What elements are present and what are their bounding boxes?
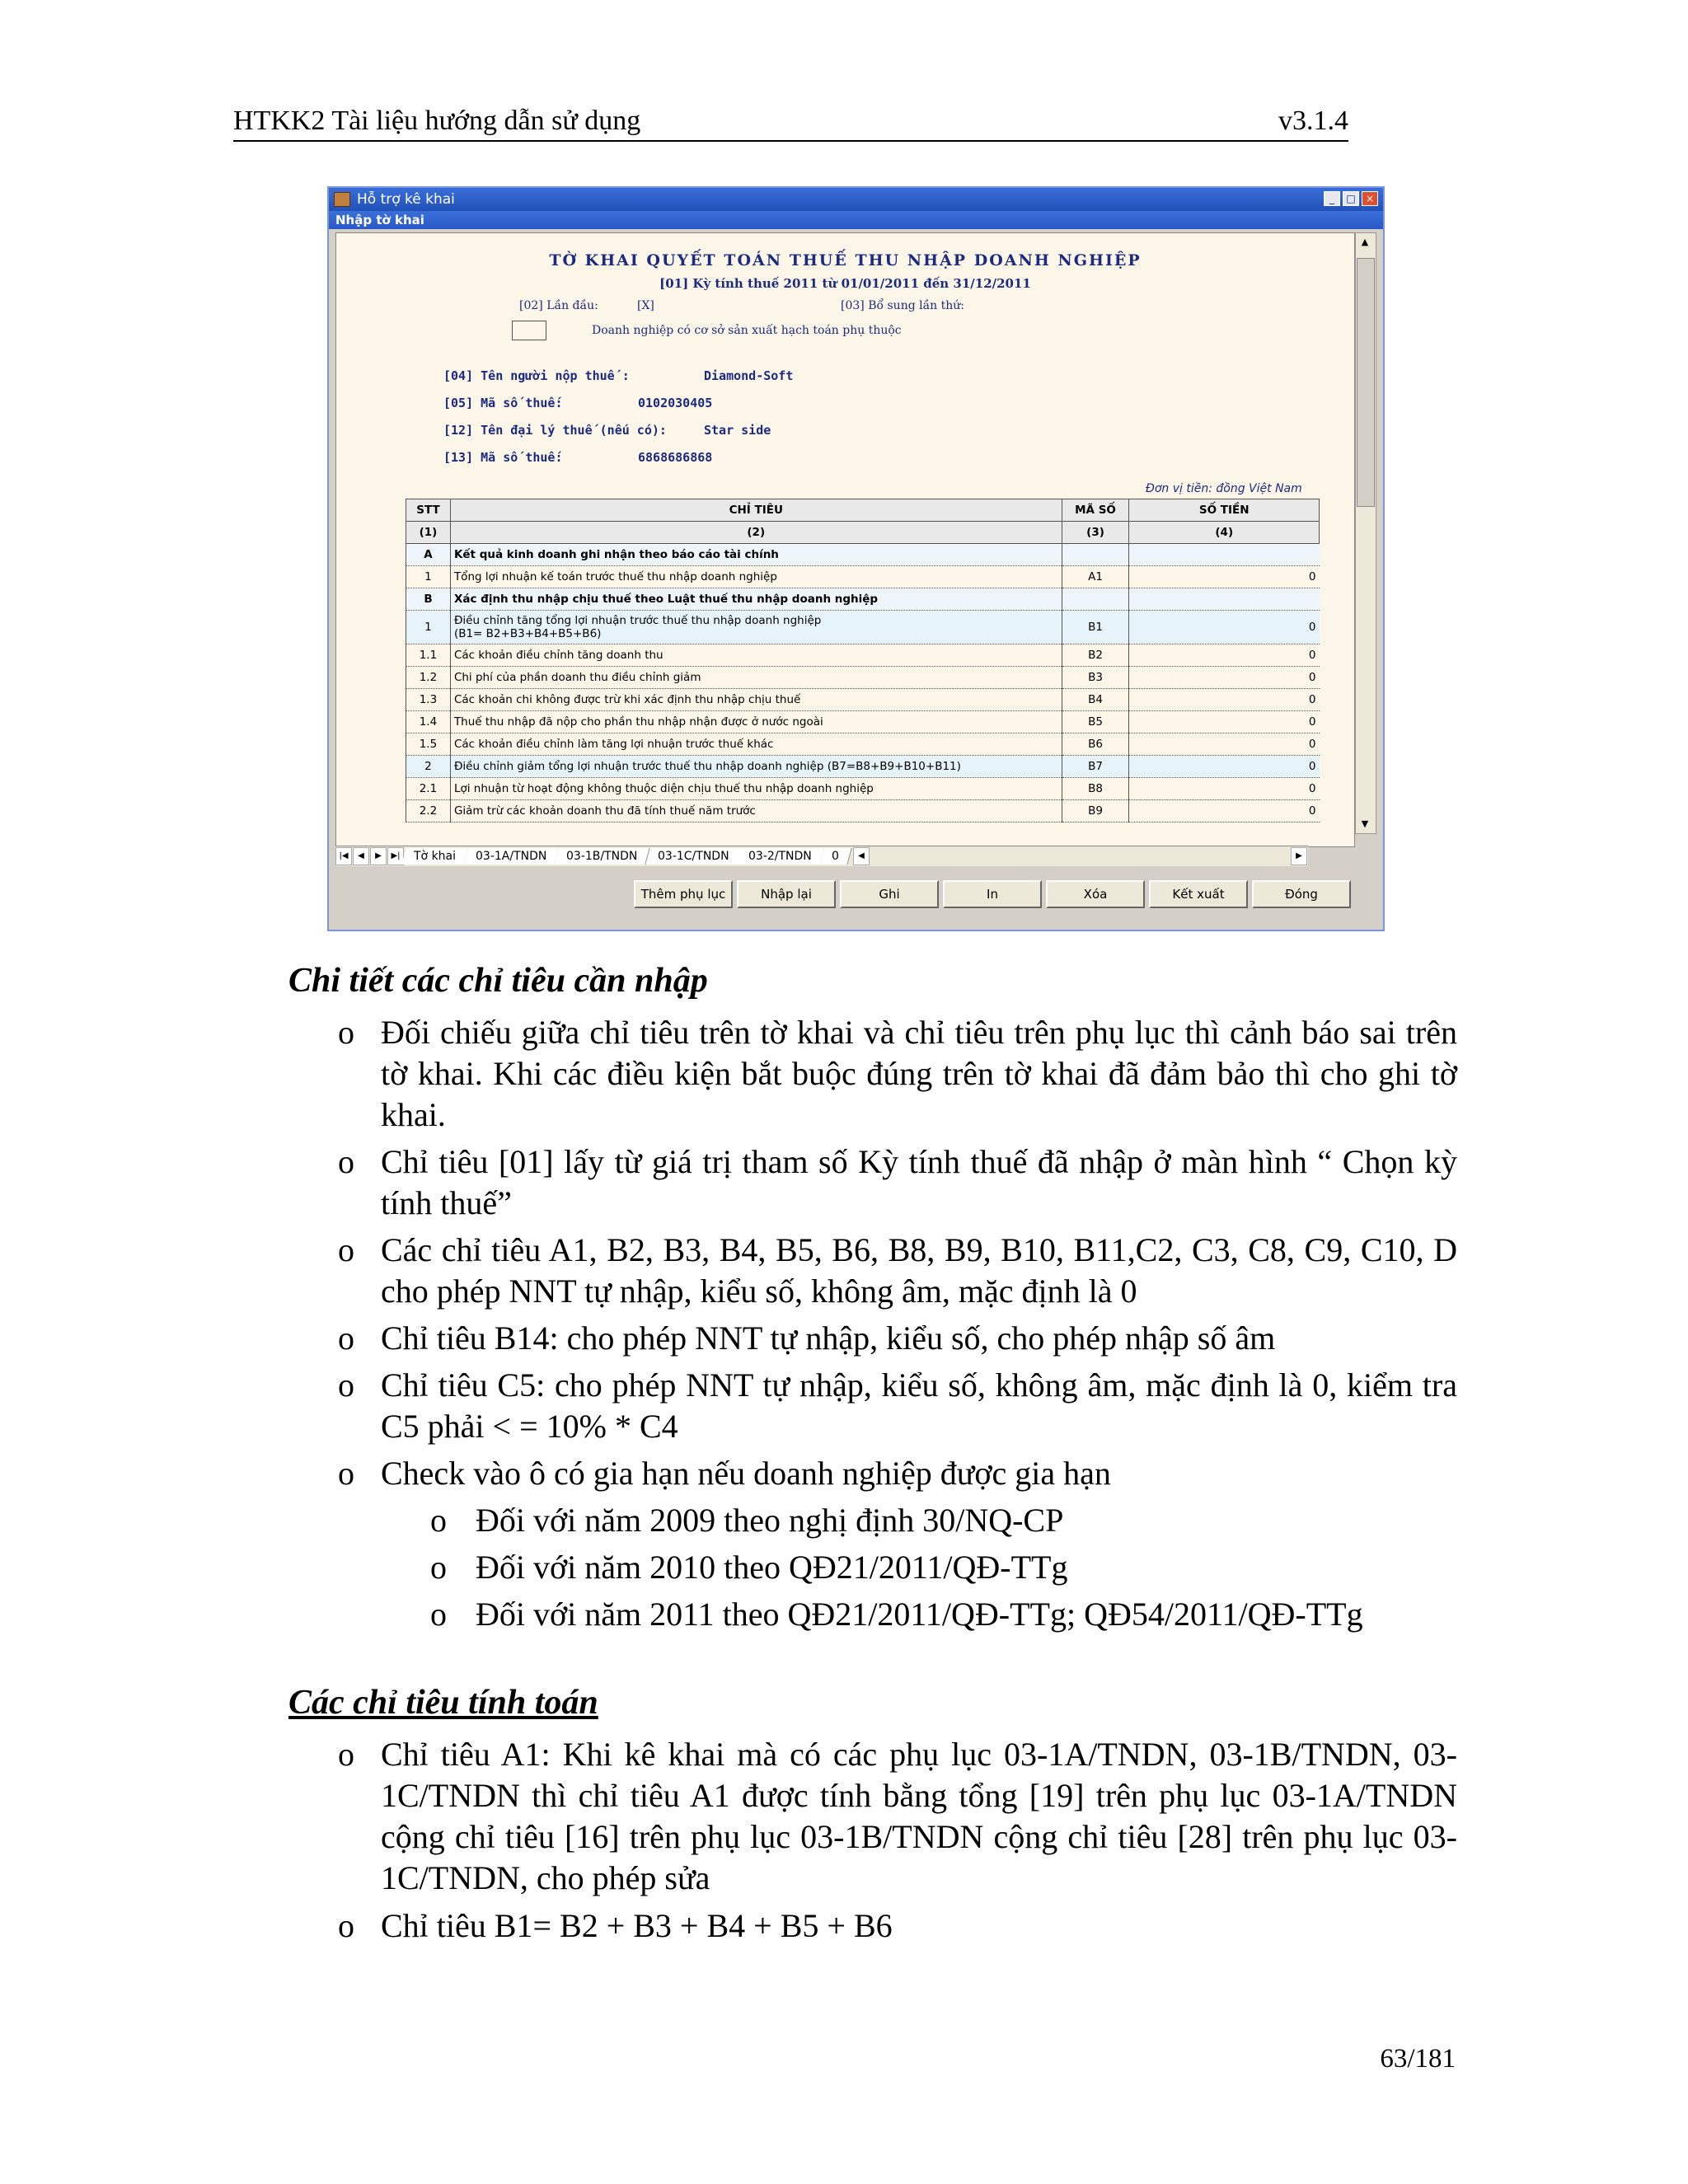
row-name-cell [450, 611, 1062, 644]
save-button[interactable]: Ghi [840, 880, 939, 908]
table-row [406, 711, 1320, 733]
row-amount[interactable] [1129, 588, 1320, 611]
bullet-marker: o [338, 1014, 354, 1051]
bullet-marker: o [430, 1502, 447, 1539]
row-code: B1 [1062, 611, 1129, 644]
tax-code-label: [05] Mã số thuế: [443, 396, 563, 410]
col-subheader: (1) [406, 522, 451, 544]
tab-label: 03-1A/TNDN [476, 850, 547, 863]
bullet-marker: o [430, 1549, 447, 1586]
table-row [406, 733, 1320, 756]
row-name: Các khoản điều chỉnh làm tăng lợi nhuận trước thuế khác [450, 733, 1062, 756]
list-item [338, 1905, 1459, 1947]
add-appendix-button[interactable]: Thêm phụ lục [634, 880, 733, 908]
row-stt: 1 [406, 566, 451, 588]
row-name: Thuế thu nhập đã nộp cho phần thu nhập nhận được ở nước ngoài [450, 711, 1062, 733]
row-stt: 1 [406, 611, 451, 644]
first-time-value[interactable]: [X] [637, 299, 654, 312]
col-header-code: MÃ SỐ [1062, 499, 1129, 522]
horizontal-scrollbar[interactable] [870, 848, 1291, 865]
scroll-thumb[interactable] [1357, 258, 1375, 507]
print-button[interactable]: In [943, 880, 1042, 908]
tab-label: 03-2/TNDN [748, 850, 813, 863]
row-name: Lợi nhuận từ hoạt động không thuộc diện chịu thuế thu nhập doanh nghiệp [450, 778, 1062, 800]
row-name: Chi phí của phần doanh thu điều chỉnh giảm [450, 667, 1062, 689]
row-code: B9 [1062, 800, 1129, 823]
list-item [338, 1365, 1459, 1447]
row-amount[interactable]: 0 [1129, 644, 1320, 667]
declaration-table [406, 499, 1320, 823]
list-item-text: Đối với năm 2009 theo nghị định 30/NQ-CP [476, 1502, 1064, 1539]
row-stt: 1.5 [406, 733, 451, 756]
row-name: Giảm trừ các khoản doanh thu đã tính thuế năm trước [450, 800, 1062, 823]
table-row [406, 611, 1320, 644]
table-row [406, 800, 1320, 823]
row-name-formula: (B1= B2+B3+B4+B5+B6) [453, 627, 602, 640]
row-stt: 1.2 [406, 667, 451, 689]
app-window [327, 186, 1385, 931]
minimize-icon[interactable]: _ [1324, 191, 1340, 206]
row-stt: 2.1 [406, 778, 451, 800]
row-amount[interactable]: 0 [1129, 778, 1320, 800]
row-name: Các khoản chi không được trừ khi xác định thu nhập chịu thuế [450, 689, 1062, 711]
reset-button[interactable]: Nhập lại [737, 880, 836, 908]
doc-version: v3.1.4 [1278, 105, 1348, 136]
list-item-text: Đối chiếu giữa chỉ tiêu trên tờ khai và chỉ tiêu trên phụ lục thì cảnh báo sai trên tờ khai. Khi các điều kiện bắt buộc đúng trên tờ khai đã đảm bảo thì cho ghi tờ khai. [381, 1014, 1457, 1133]
row-amount[interactable]: 0 [1129, 566, 1320, 588]
row-code: B2 [1062, 644, 1129, 667]
col-subheader: (2) [450, 522, 1062, 544]
row-name: Kết quả kinh doanh ghi nhận theo báo cáo tài chính [450, 544, 1062, 566]
row-stt: B [406, 588, 451, 611]
row-code: B4 [1062, 689, 1129, 711]
form-area [335, 232, 1355, 847]
row-code: A1 [1062, 566, 1129, 588]
list-item [338, 1453, 1459, 1494]
tab-label: Tờ khai [414, 850, 457, 863]
dependent-checkbox[interactable] [512, 321, 546, 340]
tab-more[interactable] [819, 848, 851, 865]
tab-last-icon[interactable]: ▶| [387, 847, 404, 865]
window-subtitle: Nhập tờ khai [329, 211, 1383, 229]
taxpayer-name-value[interactable]: Diamond-Soft [704, 368, 794, 383]
bullet-marker: o [338, 1455, 354, 1492]
bullet-marker: o [430, 1596, 447, 1633]
bullet-marker: o [338, 1907, 354, 1944]
list-item-text: Chỉ tiêu [01] lấy từ giá trị tham số Kỳ tính thuế đã nhập ở màn hình “ Chọn kỳ tính thuế” [381, 1143, 1457, 1221]
scroll-up-icon[interactable]: ▲ [1361, 237, 1369, 247]
sub-list-item [430, 1500, 1459, 1541]
list-item [338, 1734, 1459, 1899]
row-stt: 1.3 [406, 689, 451, 711]
tab-label: 03-1B/TNDN [566, 850, 638, 863]
row-code [1062, 544, 1129, 566]
list-item-text: Chỉ tiêu B14: cho phép NNT tự nhập, kiểu số, cho phép nhập số âm [381, 1319, 1276, 1357]
row-name: Các khoản điều chỉnh tăng doanh thu [450, 644, 1062, 667]
tab-to-khai[interactable] [401, 848, 468, 865]
row-name: Xác định thu nhập chịu thuế theo Luật thuế thu nhập doanh nghiệp [450, 588, 1062, 611]
table-row [406, 544, 1320, 566]
col-header-stt: STT [406, 499, 451, 522]
row-stt: A [406, 544, 451, 566]
table-row [406, 756, 1320, 778]
table-row [406, 778, 1320, 800]
row-name: Tổng lợi nhuận kế toán trước thuế thu nhập doanh nghiệp [450, 566, 1062, 588]
tab-03-1c[interactable] [645, 848, 742, 865]
first-time-label: [02] Lần đầu: [519, 299, 598, 312]
list-item-text: Chỉ tiêu B1= B2 + B3 + B4 + B5 + B6 [381, 1907, 893, 1944]
table-header-row [406, 499, 1320, 522]
button-bar [335, 869, 1372, 918]
table-row [406, 588, 1320, 611]
agent-name-label: [12] Tên đại lý thuế (nếu có): [443, 423, 667, 438]
section-heading: Các chỉ tiêu tính toán [288, 1684, 598, 1722]
tab-03-1b[interactable] [555, 848, 651, 865]
tax-code-value[interactable]: 0102030405 [638, 396, 713, 410]
row-name: Điều chỉnh giảm tổng lợi nhuận trước thuế thu nhập doanh nghiệp (B7=B8+B9+B10+B11) [450, 756, 1062, 778]
supplement-label: [03] Bổ sung lần thứ: [841, 299, 965, 312]
list-item [338, 1012, 1459, 1136]
doc-title: HTKK2 Tài liệu hướng dẫn sử dụng [233, 105, 641, 136]
row-amount[interactable]: 0 [1129, 756, 1320, 778]
row-stt: 2.2 [406, 800, 451, 823]
vertical-scrollbar[interactable] [1355, 232, 1376, 834]
row-code: B6 [1062, 733, 1129, 756]
col-subheader: (4) [1129, 522, 1320, 544]
row-code [1062, 588, 1129, 611]
table-row [406, 689, 1320, 711]
bullet-marker: o [338, 1319, 354, 1357]
list-item-text: Đối với năm 2011 theo QĐ21/2011/QĐ-TTg; QĐ54/2011/QĐ-TTg [476, 1596, 1363, 1633]
bullet-marker: o [338, 1736, 354, 1773]
tab-03-1a[interactable] [463, 848, 560, 865]
table-subheader-row [406, 522, 1320, 544]
tax-period: [01] Kỳ tính thuế 2011 từ 01/01/2011 đến 31/12/2011 [659, 276, 1031, 291]
delete-button[interactable]: Xóa [1046, 880, 1145, 908]
list-item-text: Check vào ô có gia hạn nếu doanh nghiệp được gia hạn [381, 1455, 1111, 1492]
section-heading: Chi tiết các chỉ tiêu cần nhập [288, 962, 708, 1000]
bullet-marker: o [338, 1143, 354, 1180]
maximize-icon[interactable]: □ [1343, 191, 1359, 206]
table-row [406, 667, 1320, 689]
agent-tax-code-value[interactable]: 6868686868 [638, 450, 713, 465]
window-controls [1324, 191, 1378, 206]
page-header [233, 105, 1348, 142]
list-item [338, 1230, 1459, 1312]
row-amount[interactable]: 0 [1129, 733, 1320, 756]
hscroll-right-icon[interactable]: ▶ [1291, 847, 1307, 865]
table-row [406, 644, 1320, 667]
export-button[interactable]: Kết xuất [1149, 880, 1248, 908]
row-amount[interactable] [1129, 544, 1320, 566]
close-icon[interactable]: × [1362, 191, 1378, 206]
taxpayer-name-label: [04] Tên người nộp thuế : [443, 368, 630, 383]
page-number: 63/181 [1380, 2044, 1456, 2074]
row-code: B7 [1062, 756, 1129, 778]
col-header-amount: SỐ TIỀN [1129, 499, 1320, 522]
window-titlebar [329, 188, 1383, 211]
list-item-text: Chỉ tiêu A1: Khi kê khai mà có các phụ lục 03-1A/TNDN, 03-1B/TNDN, 03-1C/TNDN thì chỉ tiêu A1 được tính bằng tổng [19] trên phụ lục 03-1A/TNDN cộng chỉ tiêu [16] trên phụ lục 03-1B/TNDN cộng chỉ tiêu [28] trên phụ lục 03-1C/TNDN, cho phép sửa [381, 1736, 1457, 1896]
scroll-down-icon[interactable]: ▼ [1361, 818, 1369, 829]
row-amount[interactable]: 0 [1129, 667, 1320, 689]
list-item-text: Đối với năm 2010 theo QĐ21/2011/QĐ-TTg [476, 1549, 1068, 1586]
row-amount[interactable]: 0 [1129, 800, 1320, 823]
table-row [406, 566, 1320, 588]
currency-unit: Đơn vị tiền: đồng Việt Nam [1146, 482, 1302, 495]
close-button[interactable]: Đóng [1252, 880, 1351, 908]
row-name: Điều chỉnh tăng tổng lợi nhuận trước thuế thu nhập doanh nghiệp [453, 614, 822, 627]
bullet-marker: o [338, 1366, 354, 1404]
list-item-text: Các chỉ tiêu A1, B2, B3, B4, B5, B6, B8, B9, B10, B11,C2, C3, C8, C9, C10, D cho phép NNT tự nhập, kiểu số, không âm, mặc định là 0 [381, 1231, 1457, 1310]
row-code: B8 [1062, 778, 1129, 800]
row-amount[interactable]: 0 [1129, 689, 1320, 711]
dependent-label: Doanh nghiệp có cơ sở sản xuất hạch toán phụ thuộc [592, 324, 902, 337]
agent-name-value[interactable]: Star side [704, 423, 771, 438]
tab-prev-icon[interactable]: ◀ [353, 847, 369, 865]
tab-03-2[interactable] [737, 848, 825, 865]
row-stt: 1.1 [406, 644, 451, 667]
tab-first-icon[interactable]: |◀ [335, 847, 352, 865]
list-item-text: Chỉ tiêu C5: cho phép NNT tự nhập, kiểu số, không âm, mặc định là 0, kiểm tra C5 phải < = 10% * C4 [381, 1366, 1457, 1445]
sheet-tabs [335, 846, 1308, 866]
tab-label: 0 [832, 850, 840, 863]
row-code: B5 [1062, 711, 1129, 733]
hscroll-left-icon[interactable]: ◀ [853, 847, 870, 865]
agent-tax-code-label: [13] Mã số thuế: [443, 450, 563, 465]
row-stt: 1.4 [406, 711, 451, 733]
row-stt: 2 [406, 756, 451, 778]
list-item [338, 1141, 1459, 1224]
window-title: Hỗ trợ kê khai [357, 191, 455, 208]
app-icon [334, 192, 350, 207]
col-header-name: CHỈ TIÊU [450, 499, 1062, 522]
col-subheader: (3) [1062, 522, 1129, 544]
sub-list-item [430, 1547, 1459, 1588]
row-code: B3 [1062, 667, 1129, 689]
bullet-marker: o [338, 1231, 354, 1268]
form-title: TỜ KHAI QUYẾT TOÁN THUẾ THU NHẬP DOANH NGHIỆP [549, 251, 1142, 269]
row-amount[interactable]: 0 [1129, 611, 1320, 644]
list-item [338, 1318, 1459, 1359]
tab-label: 03-1C/TNDN [657, 850, 729, 863]
sub-list-item [430, 1594, 1459, 1635]
row-amount[interactable]: 0 [1129, 711, 1320, 733]
tab-next-icon[interactable]: ▶ [370, 847, 387, 865]
